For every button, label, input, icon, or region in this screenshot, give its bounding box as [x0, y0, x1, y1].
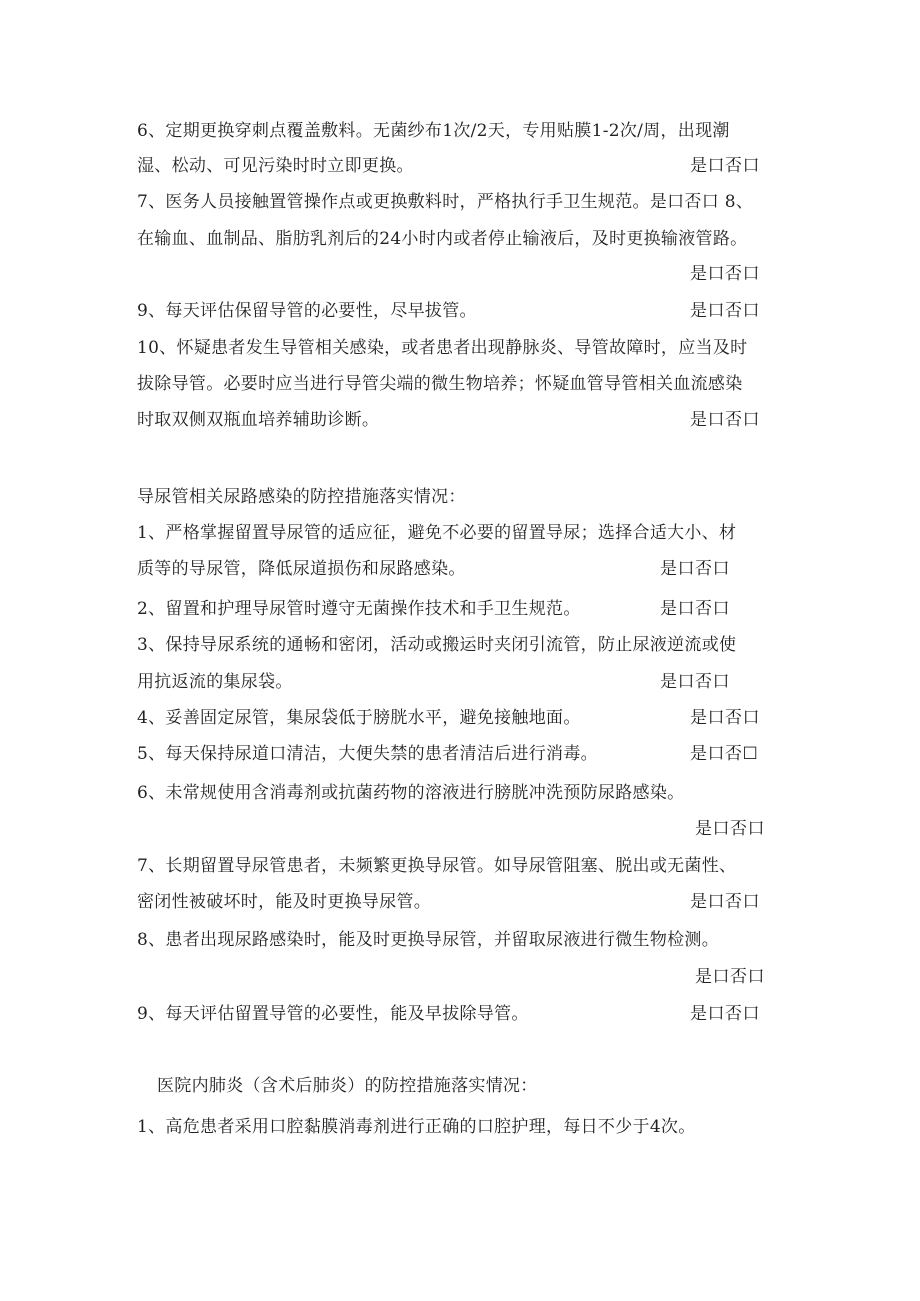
s2-line-3b: 用抗返流的集尿袋。 — [137, 672, 293, 692]
s1-line-8: 在输血、血制品、脂肪乳剂后的24小时内或者停止输液后，及时更换输液管路。 — [137, 229, 748, 249]
s2-heading: 导尿管相关尿路感染的防控措施落实情况： — [137, 487, 466, 507]
s1-check-6[interactable]: 是口否口 — [690, 156, 760, 176]
s2-line-9: 9、每天评估留置导管的必要性，能及早拔除导管。 — [137, 1004, 529, 1024]
s1-line-10a: 10、怀疑患者发生导管相关感染，或者患者出现静脉炎、导管故障时，应当及时 — [137, 338, 748, 358]
s2-check-9[interactable]: 是口否口 — [690, 1004, 760, 1024]
s2-line-5: 5、每天保持尿道口清洁，大便失禁的患者清洁后进行消毒。 — [137, 744, 598, 764]
s2-check-4[interactable]: 是口否口 — [690, 708, 760, 728]
s2-line-1a: 1、严格掌握留置导尿管的适应征，避免不必要的留置导尿；选择合适大小、材 — [137, 523, 737, 543]
s2-line-7b: 密闭性被破坏时，能及时更换导尿管。 — [137, 892, 432, 912]
s2-line-7a: 7、长期留置导尿管患者，未频繁更换导尿管。如导尿管阻塞、脱出或无菌性、 — [137, 856, 737, 876]
s2-check-2[interactable]: 是口否口 — [660, 599, 730, 619]
s1-check-9[interactable]: 是口否口 — [690, 301, 760, 321]
s1-line-10b: 拔除导管。必要时应当进行导管尖端的微生物培养；怀疑血管导管相关血流感染 — [137, 374, 743, 394]
s1-check-8[interactable]: 是口否口 — [690, 264, 760, 284]
s2-line-2: 2、留置和护理导尿管时遵守无菌操作技术和手卫生规范。 — [137, 599, 581, 619]
s2-line-3a: 3、保持导尿系统的通畅和密闭，活动或搬运时夹闭引流管，防止尿液逆流或使 — [137, 635, 737, 655]
s1-line-10c: 时取双侧双瓶血培养辅助诊断。 — [137, 410, 380, 430]
s1-line-6b: 湿、松动、可见污染时时立即更换。 — [137, 156, 414, 176]
s2-line-1b: 质等的导尿管，降低尿道损伤和尿路感染。 — [137, 559, 466, 579]
s1-line-7: 7、医务人员接触置管操作点或更换敷料时，严格执行手卫生规范。是口否口 8、 — [137, 192, 754, 212]
s1-check-10[interactable]: 是口否口 — [690, 410, 760, 430]
s2-check-5[interactable]: 是口否☐ — [690, 744, 759, 764]
s2-line-4: 4、妥善固定尿管，集尿袋低于膀胱水平，避免接触地面。 — [137, 708, 581, 728]
s2-check-6[interactable]: 是口否口 — [695, 819, 765, 839]
s1-line-6a: 6、定期更换穿刺点覆盖敷料。无菌纱布1次/2天，专用贴膜1-2次/周，出现潮 — [137, 121, 730, 141]
s2-line-6: 6、未常规使用含消毒剂或抗菌药物的溶液进行膀胱冲洗预防尿路感染。 — [137, 783, 685, 803]
s2-check-1[interactable]: 是口否口 — [660, 559, 730, 579]
s2-check-8[interactable]: 是口否口 — [695, 967, 765, 987]
s3-line-1: 1、高危患者采用口腔黏膜消毒剂进行正确的口腔护理，每日不少于4次。 — [137, 1117, 696, 1137]
s2-check-7[interactable]: 是口否口 — [690, 892, 760, 912]
s2-line-8: 8、患者出现尿路感染时，能及时更换导尿管，并留取尿液进行微生物检测。 — [137, 930, 720, 950]
s1-line-9: 9、每天评估保留导管的必要性，尽早拔管。 — [137, 301, 477, 321]
s2-check-3[interactable]: 是口否口 — [660, 672, 730, 692]
s3-heading: 医院内肺炎（含术后肺炎）的防控措施落实情况： — [157, 1076, 538, 1096]
